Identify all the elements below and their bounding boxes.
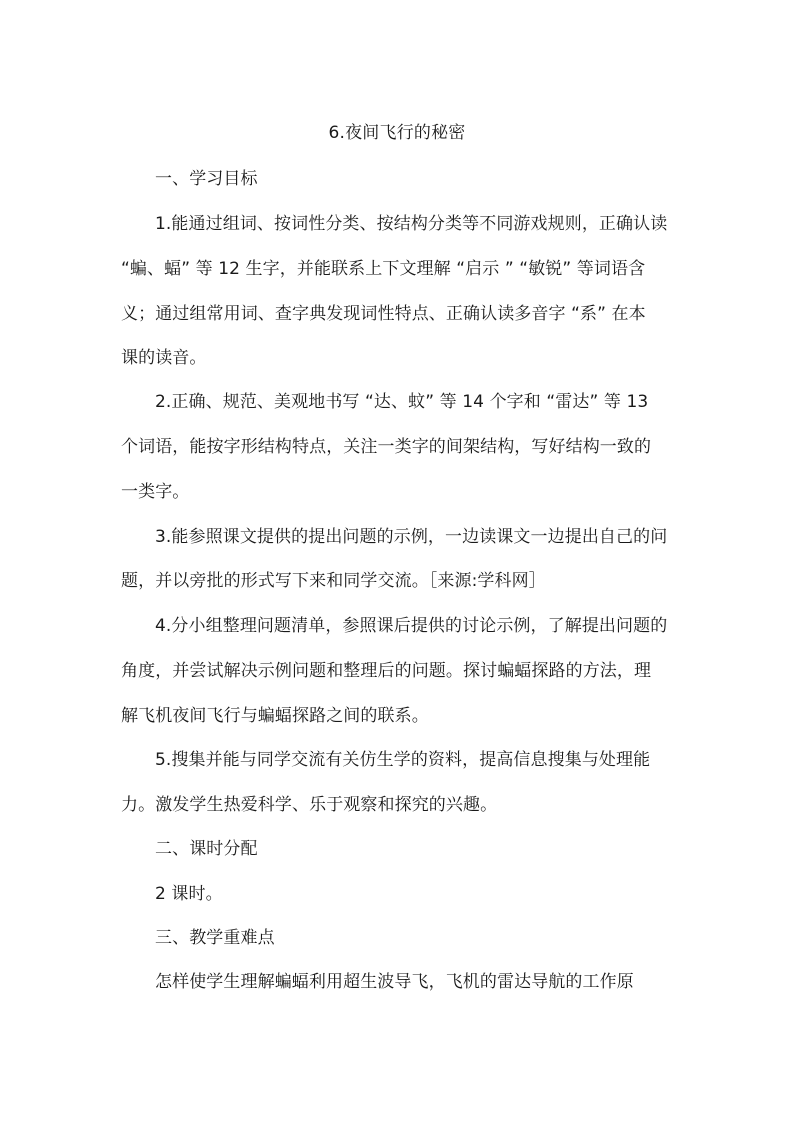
goal-4-line-2: 角度，并尝试解决示例问题和整理后的问题。探讨蝙蝠探路的方法，理 xyxy=(121,661,652,681)
section-heading-key-difficulties: 三、教学重难点 xyxy=(155,928,275,948)
goal-5-line-2: 力。激发学生热爱科学、乐于观察和探究的兴趣。 xyxy=(121,795,498,815)
goal-4-line-3: 解飞机夜间飞行与蝙蝠探路之间的联系。 xyxy=(121,706,429,726)
goal-2-line-1: 2.正确、规范、美观地书写 “达、蚊” 等 14 个字和 “雷达” 等 13 xyxy=(155,392,649,412)
goal-4-line-1: 4.分小组整理问题清单，参照课后提供的讨论示例，了解提出问题的 xyxy=(155,616,668,636)
lesson-allocation-text: 2 课时。 xyxy=(155,884,223,904)
goal-1-line-2: “蝙、蝠” 等 12 生字，并能联系上下文理解 “启示 ” “敏锐” 等词语含 xyxy=(121,259,646,279)
goal-1-line-3: 义；通过组常用词、查字典发现词性特点、正确认读多音字 “系” 在本 xyxy=(121,304,646,324)
goal-2-line-2: 个词语，能按字形结构特点，关注一类字的间架结构，写好结构一致的 xyxy=(121,437,652,457)
goal-3-line-1: 3.能参照课文提供的提出问题的示例，一边读课文一边提出自己的问 xyxy=(155,527,668,547)
goal-2-line-3: 一类字。 xyxy=(121,482,190,502)
goal-3-line-2: 题，并以旁批的形式写下来和同学交流。［来源:学科网］ xyxy=(121,571,546,591)
section-heading-learning-goals: 一、学习目标 xyxy=(155,169,258,189)
key-difficulties-text: 怎样使学生理解蝙蝠利用超生波导飞，飞机的雷达导航的工作原 xyxy=(155,972,634,992)
goal-5-line-1: 5.搜集并能与同学交流有关仿生学的资料，提高信息搜集与处理能 xyxy=(155,750,651,770)
section-heading-lesson-allocation: 二、课时分配 xyxy=(155,839,258,859)
document-title: 6.夜间飞行的秘密 xyxy=(328,123,466,143)
goal-1-line-4: 课的读音。 xyxy=(121,348,207,368)
goal-1-line-1: 1.能通过组词、按词性分类、按结构分类等不同游戏规则，正确认读 xyxy=(155,214,668,234)
